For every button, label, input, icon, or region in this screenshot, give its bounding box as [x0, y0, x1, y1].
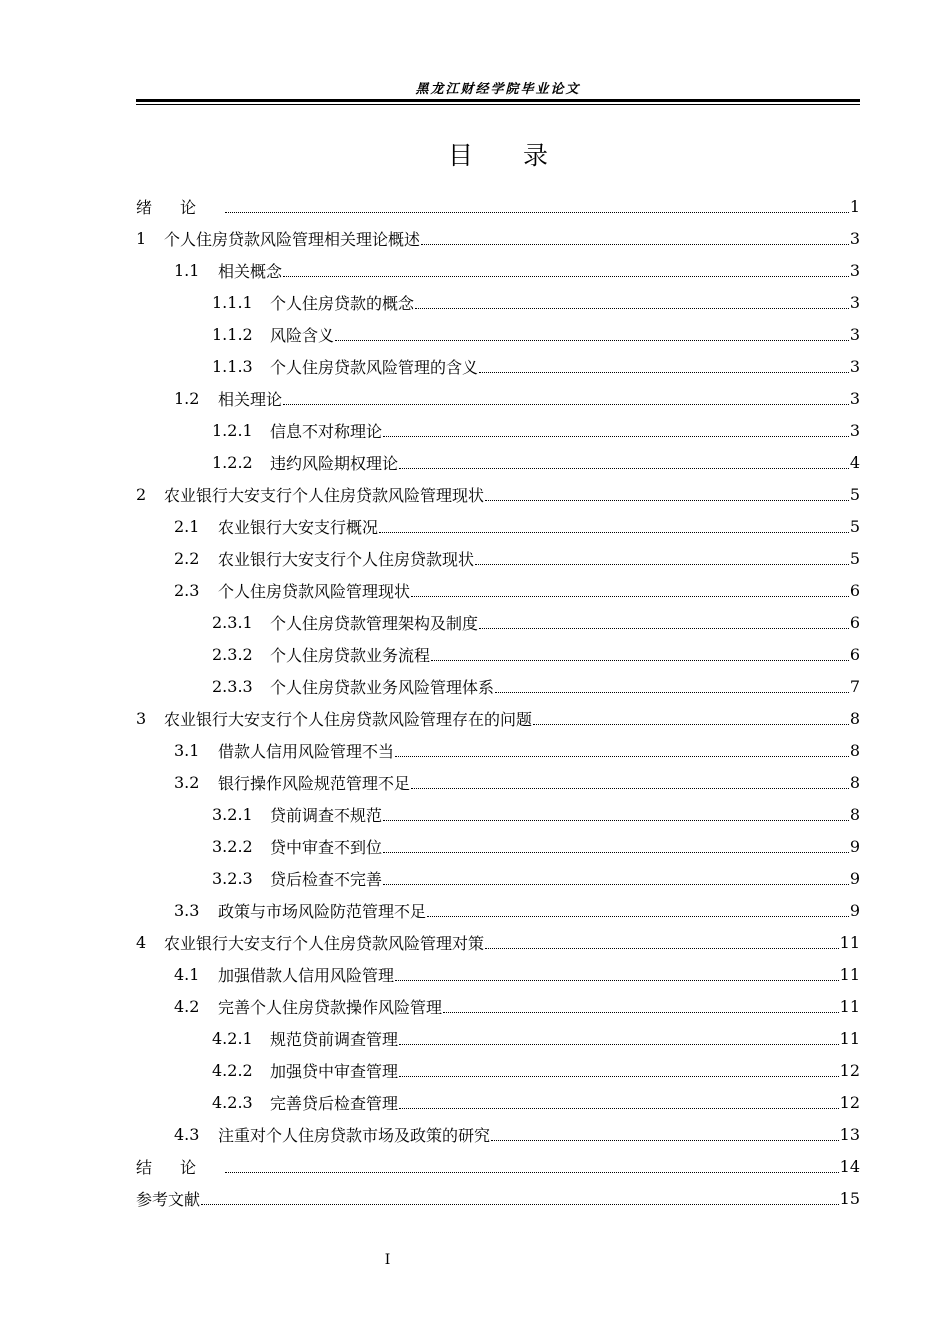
- title-char-left: 目: [447, 141, 473, 170]
- toc-entry[interactable]: [136, 510, 860, 542]
- toc-entry-page: 8: [849, 804, 860, 824]
- toc-dot-leader: [421, 243, 849, 245]
- toc-entry-page: 3: [849, 292, 860, 312]
- toc-entry-number: 2.3.1: [212, 612, 253, 632]
- toc-entry-page: 3: [849, 228, 860, 248]
- toc-entry-label: 绪论: [136, 197, 225, 217]
- toc-entry-page: 3: [849, 260, 860, 280]
- toc-entry-label: 个人住房贷款风险管理的含义: [270, 357, 479, 377]
- toc-entry[interactable]: [136, 286, 860, 318]
- title-char-right: 录: [523, 141, 549, 170]
- toc-entry[interactable]: [136, 222, 860, 254]
- toc-entry[interactable]: [136, 862, 860, 894]
- toc-entry-number: 1.1.1: [212, 292, 253, 312]
- toc-entry-page: 6: [849, 644, 860, 664]
- toc-entry-page: 13: [839, 1124, 860, 1144]
- toc-dot-leader: [431, 659, 849, 661]
- toc-entry[interactable]: [136, 574, 860, 606]
- toc-entry-page: 11: [839, 1028, 860, 1048]
- toc-entry-number: 4.2.3: [212, 1092, 253, 1112]
- toc-entry[interactable]: [136, 446, 860, 478]
- toc-entry-number: 3.2: [174, 772, 200, 792]
- toc-entry-label: 信息不对称理论: [270, 421, 383, 441]
- toc-entry-page: 14: [839, 1156, 860, 1176]
- toc-entry[interactable]: [136, 414, 860, 446]
- toc-dot-leader: [225, 211, 849, 213]
- toc-entry[interactable]: [136, 606, 860, 638]
- toc-entry-number: 4.2.2: [212, 1060, 253, 1080]
- toc-entry[interactable]: [136, 350, 860, 382]
- toc-entry-number: 1.1: [174, 260, 200, 280]
- toc-entry-label: 贷后检查不完善: [270, 869, 383, 889]
- header-rule-thick: [136, 99, 860, 102]
- toc-entry-page: 9: [849, 868, 860, 888]
- toc-entry-number: 3.2.2: [212, 836, 253, 856]
- toc-dot-leader: [479, 371, 849, 373]
- toc-entry-number: 4.1: [174, 964, 200, 984]
- toc-entry-page: 1: [849, 196, 860, 216]
- toc-entry-number: 3.2.1: [212, 804, 253, 824]
- toc-entry-page: 12: [839, 1092, 860, 1112]
- toc-entry-page: 8: [849, 740, 860, 760]
- toc-entry-page: 8: [849, 708, 860, 728]
- toc-entry-label: 个人住房贷款管理架构及制度: [270, 613, 479, 633]
- toc-entry-page: 9: [849, 900, 860, 920]
- toc-entry-number: 2.1: [174, 516, 200, 536]
- toc-entry-page: 6: [849, 612, 860, 632]
- toc-dot-leader: [395, 755, 849, 757]
- toc-entry-number: 2.2: [174, 548, 200, 568]
- toc-entry-label: 相关理论: [218, 389, 283, 409]
- toc-dot-leader: [479, 627, 849, 629]
- toc-dot-leader: [411, 595, 849, 597]
- toc-entry-number: 3.3: [174, 900, 200, 920]
- toc-entry-page: 5: [849, 484, 860, 504]
- header-rule-thin: [136, 104, 860, 105]
- toc-entry[interactable]: [136, 894, 860, 926]
- toc-dot-leader: [395, 979, 839, 981]
- toc-entry-page: 3: [849, 324, 860, 344]
- toc-entry[interactable]: [136, 382, 860, 414]
- toc-entry-label: 个人住房贷款的概念: [270, 293, 415, 313]
- toc-entry-page: 4: [849, 452, 860, 472]
- running-header: 黑龙江财经学院毕业论文: [415, 82, 581, 97]
- toc-entry-page: 3: [849, 388, 860, 408]
- toc-dot-leader: [415, 307, 849, 309]
- toc-dot-leader: [485, 947, 839, 949]
- toc-entry[interactable]: [136, 670, 860, 702]
- toc-entry[interactable]: [136, 830, 860, 862]
- toc-entry[interactable]: [136, 734, 860, 766]
- toc-entry-page: 11: [839, 996, 860, 1016]
- toc-entry-number: 1.2.2: [212, 452, 253, 472]
- toc-entry-label: 农业银行大安支行个人住房贷款现状: [218, 549, 475, 569]
- toc-entry-page: 9: [849, 836, 860, 856]
- toc-entry-page: 5: [849, 548, 860, 568]
- toc-dot-leader: [225, 1171, 839, 1173]
- toc-entry-page: 3: [849, 420, 860, 440]
- toc-entry-label: 结论: [136, 1157, 225, 1177]
- toc-entry-number: 1.1.3: [212, 356, 253, 376]
- toc-entry-label: 风险含义: [270, 325, 335, 345]
- toc-entry-label: 加强借款人信用风险管理: [218, 965, 395, 985]
- toc-entry-label: 贷前调查不规范: [270, 805, 383, 825]
- toc-entry-number: 3.2.3: [212, 868, 253, 888]
- toc-entry-label: 农业银行大安支行概况: [218, 517, 379, 537]
- toc-dot-leader: [383, 883, 849, 885]
- toc-dot-leader: [383, 851, 849, 853]
- toc-dot-leader: [399, 1075, 839, 1077]
- toc-dot-leader: [411, 787, 849, 789]
- toc-entry[interactable]: [136, 318, 860, 350]
- toc-entry-label: 注重对个人住房贷款市场及政策的研究: [218, 1125, 491, 1145]
- toc-entry[interactable]: [136, 542, 860, 574]
- toc-dot-leader: [283, 403, 849, 405]
- table-of-contents: [136, 190, 860, 1214]
- toc-dot-leader: [485, 499, 849, 501]
- toc-dot-leader: [475, 563, 849, 565]
- toc-entry-page: 5: [849, 516, 860, 536]
- toc-entry[interactable]: [136, 798, 860, 830]
- toc-dot-leader: [383, 819, 849, 821]
- toc-entry[interactable]: [136, 926, 860, 958]
- toc-entry-number: 1.1.2: [212, 324, 253, 344]
- toc-dot-leader: [399, 1043, 839, 1045]
- toc-entry-label: 个人住房贷款业务风险管理体系: [270, 677, 495, 697]
- toc-entry[interactable]: [136, 254, 860, 286]
- toc-entry-label: 个人住房贷款风险管理现状: [218, 581, 411, 601]
- toc-entry-label: 完善个人住房贷款操作风险管理: [218, 997, 443, 1017]
- toc-entry-label: 农业银行大安支行个人住房贷款风险管理存在的问题: [164, 709, 533, 729]
- toc-entry-number: 1: [136, 228, 147, 248]
- toc-entry-page: 11: [839, 964, 860, 984]
- toc-entry-page: 3: [849, 356, 860, 376]
- toc-entry[interactable]: [136, 190, 860, 222]
- toc-entry[interactable]: [136, 1054, 860, 1086]
- toc-dot-leader: [443, 1011, 839, 1013]
- toc-entry-label: 完善贷后检查管理: [270, 1093, 399, 1113]
- page-title: [136, 136, 860, 172]
- toc-entry[interactable]: [136, 1022, 860, 1054]
- toc-entry-label: 违约风险期权理论: [270, 453, 399, 473]
- toc-entry-number: 4.2.1: [212, 1028, 253, 1048]
- toc-entry-page: 15: [839, 1188, 860, 1208]
- toc-entry-label: 政策与市场风险防范管理不足: [218, 901, 427, 921]
- toc-entry[interactable]: [136, 478, 860, 510]
- toc-entry-page: 7: [849, 676, 860, 696]
- toc-entry-label: 参考文献: [136, 1189, 201, 1209]
- toc-entry[interactable]: [136, 702, 860, 734]
- toc-entry-page: 12: [839, 1060, 860, 1080]
- toc-entry-number: 2.3.2: [212, 644, 253, 664]
- toc-dot-leader: [283, 275, 849, 277]
- toc-entry-number: 2.3.3: [212, 676, 253, 696]
- toc-entry-number: 2: [136, 484, 147, 504]
- toc-dot-leader: [533, 723, 849, 725]
- toc-entry-label: 加强贷中审查管理: [270, 1061, 399, 1081]
- page-number: I: [384, 1252, 391, 1268]
- toc-entry[interactable]: [136, 958, 860, 990]
- toc-entry[interactable]: [136, 1118, 860, 1150]
- toc-dot-leader: [399, 1107, 839, 1109]
- toc-dot-leader: [335, 339, 849, 341]
- toc-entry-number: 1.2.1: [212, 420, 253, 440]
- toc-entry-label: 贷中审查不到位: [270, 837, 383, 857]
- toc-dot-leader: [383, 435, 849, 437]
- toc-dot-leader: [491, 1139, 839, 1141]
- toc-entry-number: 3: [136, 708, 147, 728]
- toc-entry-number: 4: [136, 932, 147, 952]
- toc-dot-leader: [399, 467, 849, 469]
- toc-dot-leader: [201, 1203, 839, 1205]
- toc-entry-label: 个人住房贷款风险管理相关理论概述: [164, 229, 421, 249]
- toc-entry-label: 农业银行大安支行个人住房贷款风险管理对策: [164, 933, 485, 953]
- toc-entry-number: 2.3: [174, 580, 200, 600]
- toc-entry[interactable]: [136, 1086, 860, 1118]
- toc-entry-label: 农业银行大安支行个人住房贷款风险管理现状: [164, 485, 485, 505]
- toc-entry[interactable]: [136, 766, 860, 798]
- toc-entry[interactable]: [136, 1150, 860, 1182]
- toc-entry-number: 3.1: [174, 740, 200, 760]
- toc-entry-page: 8: [849, 772, 860, 792]
- toc-entry-label: 借款人信用风险管理不当: [218, 741, 395, 761]
- toc-entry[interactable]: [136, 638, 860, 670]
- toc-dot-leader: [427, 915, 849, 917]
- toc-entry-label: 相关概念: [218, 261, 283, 281]
- toc-dot-leader: [495, 691, 849, 693]
- toc-entry[interactable]: [136, 990, 860, 1022]
- toc-entry-label: 规范贷前调查管理: [270, 1029, 399, 1049]
- toc-entry-page: 11: [839, 932, 860, 952]
- toc-entry-page: 6: [849, 580, 860, 600]
- toc-entry-number: 4.2: [174, 996, 200, 1016]
- toc-entry-label: 银行操作风险规范管理不足: [218, 773, 411, 793]
- toc-entry[interactable]: [136, 1182, 860, 1214]
- toc-entry-number: 4.3: [174, 1124, 200, 1144]
- toc-entry-label: 个人住房贷款业务流程: [270, 645, 431, 665]
- toc-entry-number: 1.2: [174, 388, 200, 408]
- toc-dot-leader: [379, 531, 849, 533]
